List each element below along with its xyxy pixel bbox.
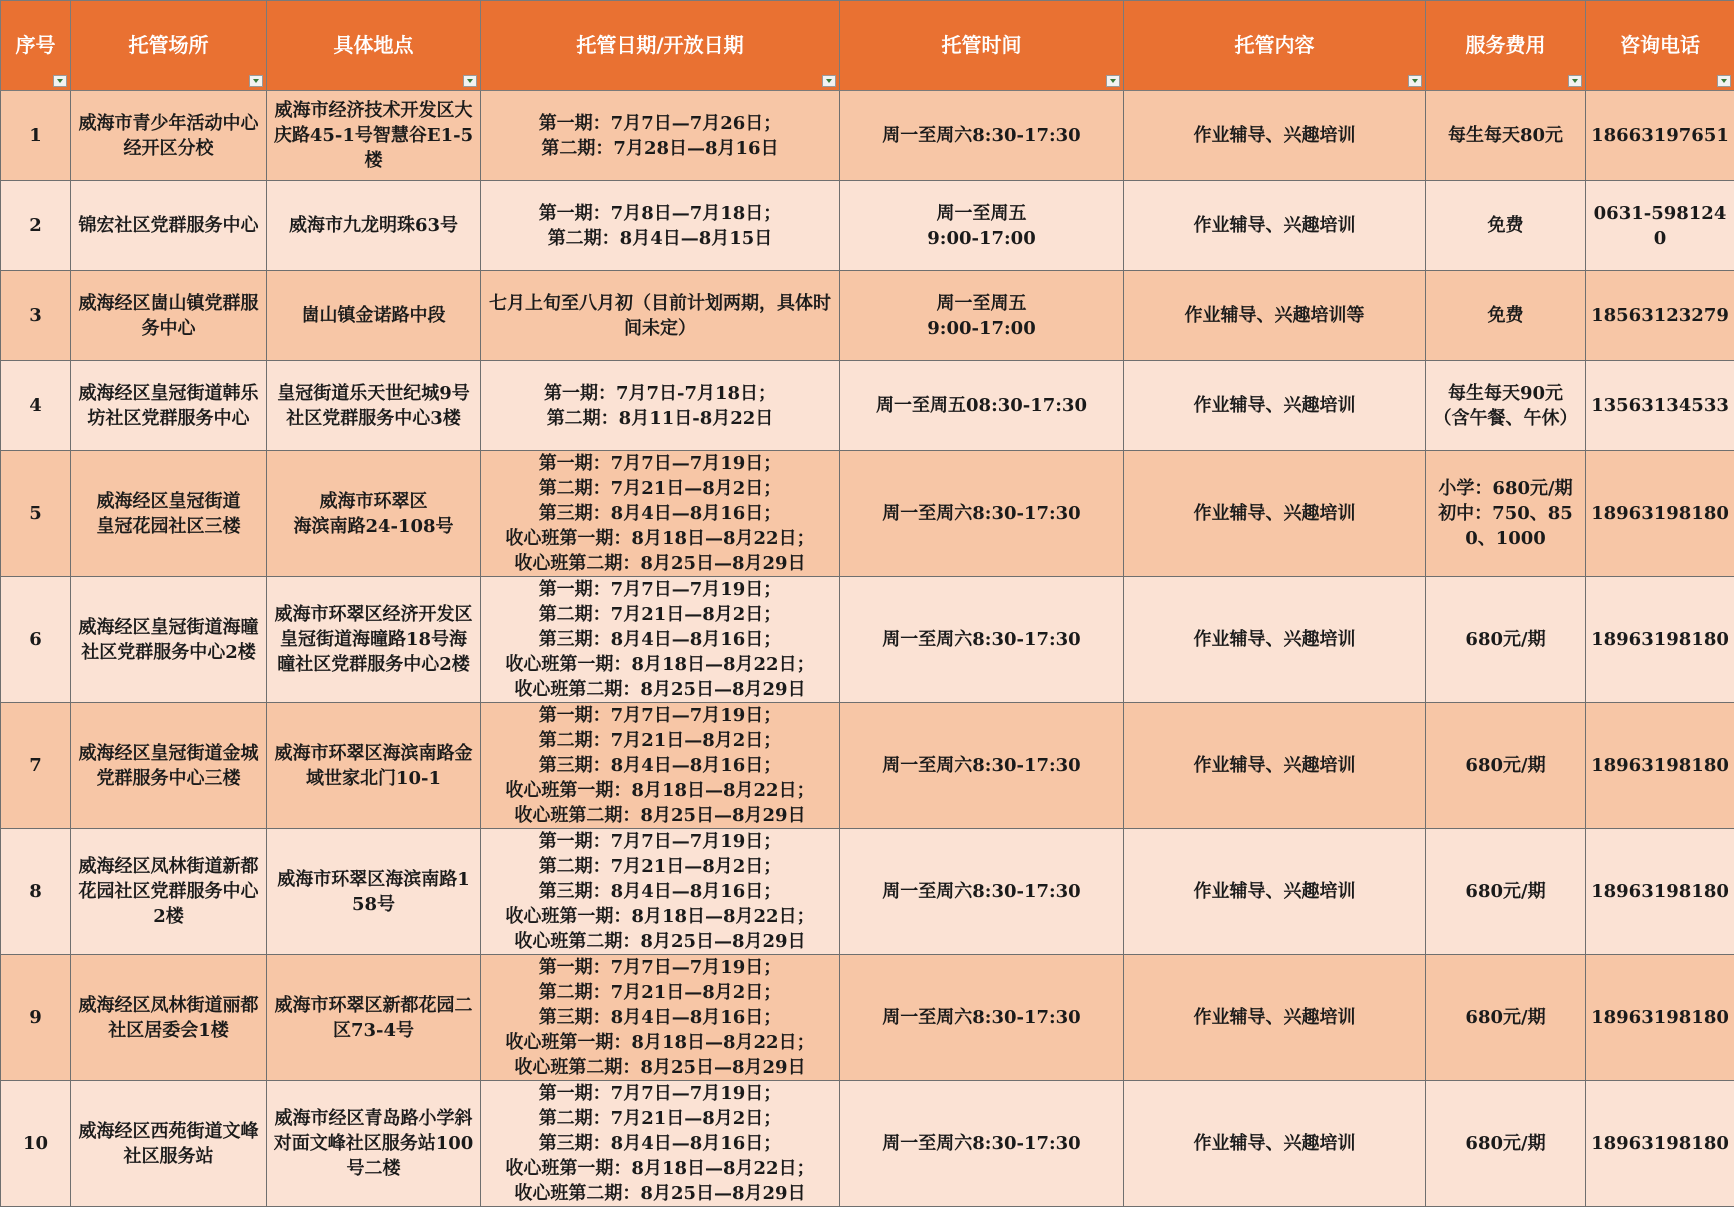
header-label: 托管场所	[129, 33, 209, 57]
cell-venue[interactable]: 威海经区皇冠街道海曈社区党群服务中心2楼	[71, 577, 267, 703]
cell-dates[interactable]: 第一期：7月7日—7月26日； 第二期：7月28日—8月16日	[481, 91, 840, 181]
cell-no[interactable]: 1	[1, 91, 71, 181]
filter-dropdown-icon[interactable]	[463, 75, 477, 87]
table-row	[1, 271, 1734, 361]
cell-time[interactable]: 周一至周五 9:00-17:00	[840, 271, 1124, 361]
header-label: 托管内容	[1235, 33, 1315, 57]
cell-time[interactable]: 周一至周六8:30-17:30	[840, 1081, 1124, 1207]
cell-address[interactable]: 威海市环翠区经济开发区皇冠街道海曈路18号海曈社区党群服务中心2楼	[267, 577, 481, 703]
cell-fee[interactable]: 免费	[1426, 271, 1586, 361]
filter-dropdown-icon[interactable]	[1106, 75, 1120, 87]
cell-venue[interactable]: 威海经区皇冠街道 皇冠花园社区三楼	[71, 451, 267, 577]
header-label: 托管日期/开放日期	[576, 33, 743, 57]
cell-phone[interactable]: 18563123279	[1586, 271, 1734, 361]
cell-fee[interactable]: 680元/期	[1426, 703, 1586, 829]
cell-address[interactable]: 威海市九龙明珠63号	[267, 181, 481, 271]
filter-dropdown-icon[interactable]	[1568, 75, 1582, 87]
filter-dropdown-icon[interactable]	[1717, 75, 1731, 87]
cell-phone[interactable]: 18963198180	[1586, 829, 1734, 955]
header-label: 咨询电话	[1620, 33, 1700, 57]
header-label: 托管时间	[942, 33, 1022, 57]
header-address[interactable]	[267, 1, 481, 91]
cell-time[interactable]: 周一至周六8:30-17:30	[840, 955, 1124, 1081]
cell-time[interactable]: 周一至周六8:30-17:30	[840, 703, 1124, 829]
header-fee[interactable]	[1426, 1, 1586, 91]
cell-no[interactable]: 4	[1, 361, 71, 451]
cell-fee[interactable]: 每生每天80元	[1426, 91, 1586, 181]
cell-venue[interactable]: 威海经区皇冠街道韩乐坊社区党群服务中心	[71, 361, 267, 451]
cell-venue[interactable]: 威海经区凤林街道新都花园社区党群服务中心2楼	[71, 829, 267, 955]
header-content[interactable]	[1124, 1, 1426, 91]
cell-content[interactable]: 作业辅导、兴趣培训	[1124, 91, 1426, 181]
cell-dates[interactable]: 第一期：7月7日—7月19日； 第二期：7月21日—8月2日； 第三期：8月4日—8月16日； 收心班第一期：8月18日—8月22日； 收心班第二期：8月25日—8月29日	[481, 703, 840, 829]
cell-fee[interactable]: 680元/期	[1426, 1081, 1586, 1207]
cell-no[interactable]: 5	[1, 451, 71, 577]
table-row	[1, 361, 1734, 451]
cell-time[interactable]: 周一至周五 9:00-17:00	[840, 181, 1124, 271]
header-dates[interactable]	[481, 1, 840, 91]
cell-content[interactable]: 作业辅导、兴趣培训	[1124, 181, 1426, 271]
header-phone[interactable]	[1586, 1, 1734, 91]
cell-time[interactable]: 周一至周五08:30-17:30	[840, 361, 1124, 451]
cell-phone[interactable]: 18963198180	[1586, 703, 1734, 829]
cell-dates[interactable]: 七月上旬至八月初（目前计划两期，具体时间未定）	[481, 271, 840, 361]
cell-no[interactable]: 10	[1, 1081, 71, 1207]
cell-no[interactable]: 3	[1, 271, 71, 361]
cell-no[interactable]: 2	[1, 181, 71, 271]
cell-fee[interactable]: 680元/期	[1426, 955, 1586, 1081]
header-label: 服务费用	[1466, 33, 1546, 57]
header-venue[interactable]	[71, 1, 267, 91]
filter-dropdown-icon[interactable]	[53, 75, 67, 87]
cell-fee[interactable]: 每生每天90元（含午餐、午休）	[1426, 361, 1586, 451]
filter-dropdown-icon[interactable]	[249, 75, 263, 87]
cell-phone[interactable]: 13563134533	[1586, 361, 1734, 451]
cell-content[interactable]: 作业辅导、兴趣培训	[1124, 955, 1426, 1081]
cell-content[interactable]: 作业辅导、兴趣培训	[1124, 361, 1426, 451]
cell-no[interactable]: 7	[1, 703, 71, 829]
cell-phone[interactable]: 18963198180	[1586, 451, 1734, 577]
cell-dates[interactable]: 第一期：7月7日—7月19日； 第二期：7月21日—8月2日； 第三期：8月4日—8月16日； 收心班第一期：8月18日—8月22日； 收心班第二期：8月25日—8月29日	[481, 955, 840, 1081]
cell-address[interactable]: 威海市经区青岛路小学斜对面文峰社区服务站100号二楼	[267, 1081, 481, 1207]
filter-dropdown-icon[interactable]	[1408, 75, 1422, 87]
filter-dropdown-icon[interactable]	[822, 75, 836, 87]
cell-venue[interactable]: 威海市青少年活动中心经开区分校	[71, 91, 267, 181]
cell-dates[interactable]: 第一期：7月7日—7月19日； 第二期：7月21日—8月2日； 第三期：8月4日—8月16日； 收心班第一期：8月18日—8月22日； 收心班第二期：8月25日—8月29日	[481, 829, 840, 955]
cell-address[interactable]: 威海市经济技术开发区大庆路45-1号智慧谷E1-5楼	[267, 91, 481, 181]
cell-dates[interactable]: 第一期：7月7日—7月19日； 第二期：7月21日—8月2日； 第三期：8月4日—8月16日； 收心班第一期：8月18日—8月22日； 收心班第二期：8月25日—8月29日	[481, 1081, 840, 1207]
cell-dates[interactable]: 第一期：7月7日—7月19日； 第二期：7月21日—8月2日； 第三期：8月4日—8月16日； 收心班第一期：8月18日—8月22日； 收心班第二期：8月25日—8月29日	[481, 451, 840, 577]
cell-time[interactable]: 周一至周六8:30-17:30	[840, 451, 1124, 577]
cell-content[interactable]: 作业辅导、兴趣培训	[1124, 829, 1426, 955]
cell-address[interactable]: 皇冠街道乐天世纪城9号社区党群服务中心3楼	[267, 361, 481, 451]
header-label: 序号	[16, 33, 56, 57]
cell-no[interactable]: 8	[1, 829, 71, 955]
cell-dates[interactable]: 第一期：7月8日—7月18日； 第二期：8月4日—8月15日	[481, 181, 840, 271]
cell-venue[interactable]: 威海经区西苑街道文峰社区服务站	[71, 1081, 267, 1207]
cell-venue[interactable]: 威海经区凤林街道丽都社区居委会1楼	[71, 955, 267, 1081]
table-row	[1, 955, 1734, 1081]
table-row	[1, 181, 1734, 271]
cell-content[interactable]: 作业辅导、兴趣培训	[1124, 1081, 1426, 1207]
cell-no[interactable]: 9	[1, 955, 71, 1081]
table-row	[1, 577, 1734, 703]
table-row	[1, 451, 1734, 577]
cell-venue[interactable]: 威海经区崮山镇党群服务中心	[71, 271, 267, 361]
cell-phone[interactable]: 18963198180	[1586, 1081, 1734, 1207]
header-no[interactable]	[1, 1, 71, 91]
cell-phone[interactable]: 18663197651	[1586, 91, 1734, 181]
table-row	[1, 91, 1734, 181]
cell-content[interactable]: 作业辅导、兴趣培训	[1124, 577, 1426, 703]
cell-address[interactable]: 威海市环翠区新都花园二区73-4号	[267, 955, 481, 1081]
cell-address[interactable]: 威海市环翠区海滨南路158号	[267, 829, 481, 955]
cell-fee[interactable]: 680元/期	[1426, 577, 1586, 703]
cell-no[interactable]: 6	[1, 577, 71, 703]
cell-time[interactable]: 周一至周六8:30-17:30	[840, 91, 1124, 181]
cell-fee[interactable]: 680元/期	[1426, 829, 1586, 955]
cell-time[interactable]: 周一至周六8:30-17:30	[840, 829, 1124, 955]
cell-content[interactable]: 作业辅导、兴趣培训等	[1124, 271, 1426, 361]
header-row	[1, 1, 1734, 91]
cell-phone[interactable]: 18963198180	[1586, 577, 1734, 703]
cell-venue[interactable]: 锦宏社区党群服务中心	[71, 181, 267, 271]
header-time[interactable]	[840, 1, 1124, 91]
cell-dates[interactable]: 第一期：7月7日—7月19日； 第二期：7月21日—8月2日； 第三期：8月4日—8月16日； 收心班第一期：8月18日—8月22日； 收心班第二期：8月25日—8月29日	[481, 577, 840, 703]
cell-address[interactable]: 崮山镇金诺路中段	[267, 271, 481, 361]
table-row	[1, 1081, 1734, 1207]
cell-phone[interactable]: 0631-5981240	[1586, 181, 1734, 271]
cell-time[interactable]: 周一至周六8:30-17:30	[840, 577, 1124, 703]
cell-address[interactable]: 威海市环翠区 海滨南路24-108号	[267, 451, 481, 577]
header-label: 具体地点	[334, 33, 414, 57]
cell-address[interactable]: 威海市环翠区海滨南路金域世家北门10-1	[267, 703, 481, 829]
cell-content[interactable]: 作业辅导、兴趣培训	[1124, 451, 1426, 577]
table-row	[1, 703, 1734, 829]
cell-fee[interactable]: 小学：680元/期 初中：750、850、1000	[1426, 451, 1586, 577]
cell-venue[interactable]: 威海经区皇冠街道金城党群服务中心三楼	[71, 703, 267, 829]
cell-content[interactable]: 作业辅导、兴趣培训	[1124, 703, 1426, 829]
table-row	[1, 829, 1734, 955]
cell-fee[interactable]: 免费	[1426, 181, 1586, 271]
cell-dates[interactable]: 第一期：7月7日-7月18日； 第二期：8月11日-8月22日	[481, 361, 840, 451]
cell-phone[interactable]: 18963198180	[1586, 955, 1734, 1081]
